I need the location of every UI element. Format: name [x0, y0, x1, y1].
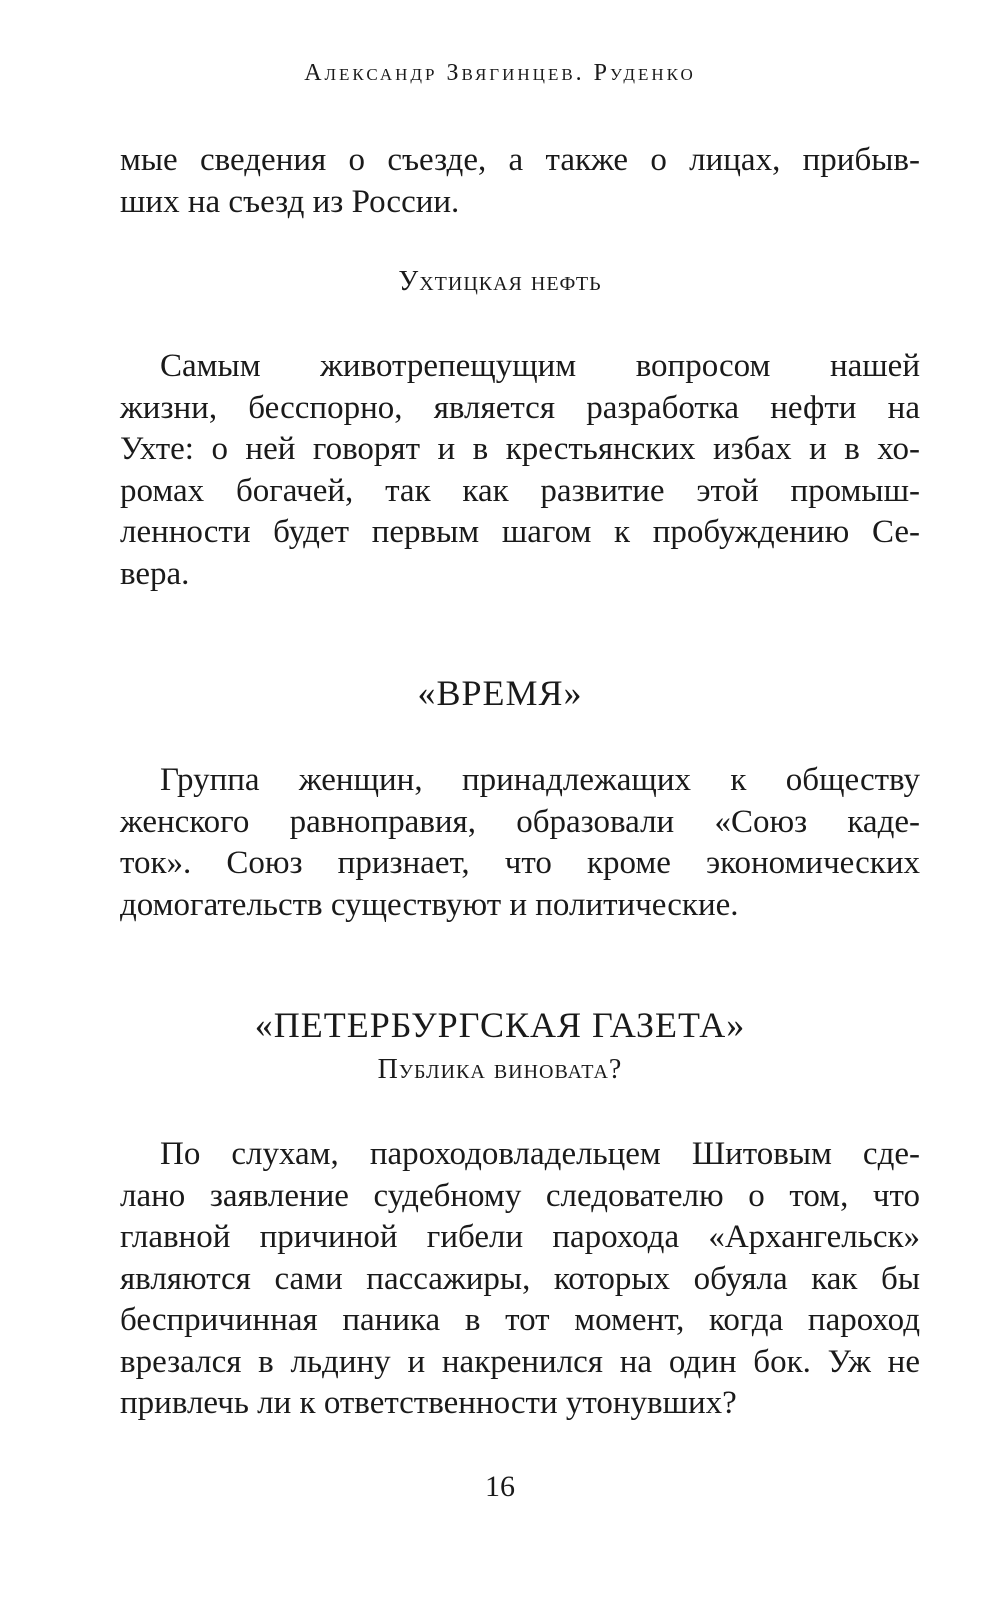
paragraph-line: врезался в льдину и накренился на один бок. Уж не: [120, 1343, 920, 1380]
paragraph-1: [120, 140, 920, 223]
paragraph-line: домогательств существуют и политические.: [120, 886, 739, 923]
page-number: 16: [485, 1470, 515, 1503]
paragraph-line: По слухам, пароходовладельцем Шитовым сде-: [160, 1136, 920, 1172]
section-title-peterburgskaya-gazeta: «ПЕТЕРБУРГСКАЯ ГАЗЕТА»: [254, 1005, 746, 1045]
paragraph-line: главной причиной гибели парохода «Архангельск»: [120, 1219, 920, 1255]
paragraph-line: Ухте: о ней говорят и в крестьянских избах и в хо-: [120, 431, 920, 467]
paragraph-line: жизни, бесспорно, является разработка нефти на: [120, 389, 920, 426]
paragraph-3: [120, 760, 920, 926]
paragraph-line: ток». Союз признает, что кроме экономических: [120, 845, 920, 881]
paragraph-4: [120, 1134, 920, 1425]
running-head: Александр Звягинцев. Руденко: [304, 60, 696, 86]
paragraph-line: ших на съезд из России.: [120, 183, 460, 220]
section-title-vremya: «ВРЕМЯ»: [417, 673, 583, 713]
paragraph-line: являются сами пассажиры, которых обуяла как бы: [120, 1260, 920, 1297]
paragraph-line: женского равноправия, образовали «Союз каде-: [120, 803, 920, 840]
paragraph-line: мые сведения о съезде, а также о лицах, прибыв-: [120, 142, 920, 178]
paragraph-line: вера.: [120, 555, 190, 592]
paragraph-line: лано заявление судебному следователю о том, что: [120, 1177, 920, 1214]
paragraph-2: [120, 346, 920, 595]
paragraph-line: привлечь ли к ответственности утонувших?: [120, 1385, 737, 1421]
paragraph-line: беспричинная паника в тот момент, когда пароход: [120, 1302, 920, 1338]
paragraph-line: Самым животрепещущим вопросом нашей: [160, 348, 920, 384]
paragraph-line: Группа женщин, принадлежащих к обществу: [160, 762, 920, 798]
subhead-ukhta-oil: Ухтицкая нефть: [398, 266, 602, 297]
paragraph-line: ленности будет первым шагом к пробуждению Се-: [120, 514, 920, 550]
paragraph-line: ромах богачей, так как развитие этой промыш-: [120, 472, 920, 509]
subhead-public-guilty: Публика виновата?: [377, 1054, 623, 1085]
